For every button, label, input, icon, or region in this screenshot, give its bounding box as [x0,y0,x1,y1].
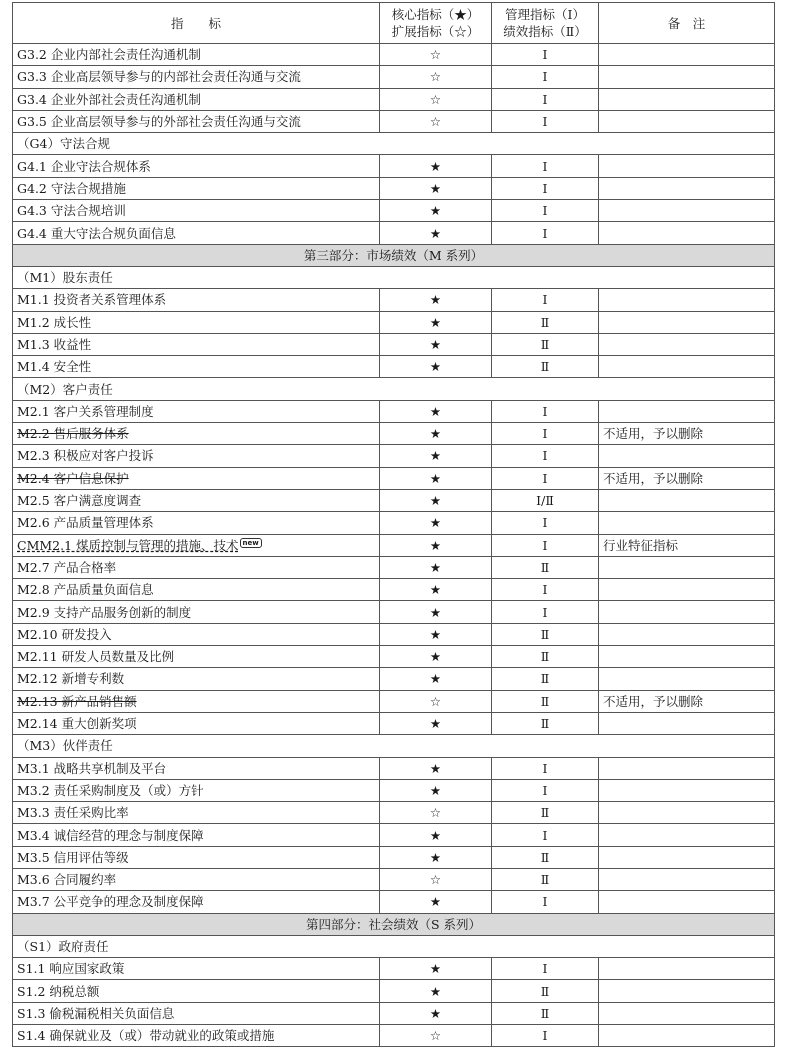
note-cell [599,891,775,913]
core-extended-cell: ★ [380,779,492,801]
core-extended-cell: ★ [380,958,492,980]
indicator-cell [13,579,380,601]
note-cell [599,200,775,222]
table-row [13,333,775,355]
table-row [13,88,775,110]
section-title: 第四部分：社会绩效（S 系列） [13,913,775,935]
header-indicator: 指 标 [13,3,380,44]
table-row [13,868,775,890]
core-extended-cell: ☆ [380,88,492,110]
core-extended-cell: ★ [380,400,492,422]
note-cell [599,779,775,801]
indicator-name: M2.2 售后服务体系 [17,426,129,442]
management-performance-cell: Ⅰ [492,177,599,199]
header-core-line: 核心指标（★） [391,7,480,22]
table-row [13,66,775,88]
indicator-name: M3.3 责任采购比率 [17,805,129,821]
indicator-cell [13,824,380,846]
table-row [13,958,775,980]
note-cell [599,646,775,668]
indicator-cell [13,512,380,534]
core-extended-cell: ★ [380,646,492,668]
indicator-cell [13,868,380,890]
table-row [13,400,775,422]
indicator-name: CMM2.1 煤质控制与管理的措施、技术 [17,537,239,553]
group-title: （G4）守法合规 [13,133,775,155]
indicator-name: M1.2 成长性 [17,314,92,330]
table-row [13,579,775,601]
note-cell [599,289,775,311]
indicator-cell [13,356,380,378]
management-performance-cell: Ⅰ [492,779,599,801]
core-extended-cell: ★ [380,512,492,534]
core-extended-cell: ☆ [380,802,492,824]
group-header-row [13,378,775,400]
core-extended-cell: ☆ [380,690,492,712]
table-row [13,110,775,132]
indicator-name: M3.1 战略共享机制及平台 [17,760,167,776]
note-cell [599,556,775,578]
indicator-name: M2.7 产品合格率 [17,559,117,575]
management-performance-cell: Ⅱ [492,690,599,712]
note-cell [599,177,775,199]
core-extended-cell: ★ [380,200,492,222]
note-cell: 不适用，予以删除 [599,423,775,445]
new-badge-icon: new [240,538,262,548]
core-extended-cell: ☆ [380,44,492,66]
management-performance-cell: Ⅱ [492,556,599,578]
note-cell [599,868,775,890]
table-row [13,512,775,534]
indicator-name: M3.4 诚信经营的理念与制度保障 [17,827,204,843]
indicator-table-page [12,2,771,1047]
core-extended-cell: ★ [380,177,492,199]
core-extended-cell: ★ [380,757,492,779]
core-extended-cell: ★ [380,489,492,511]
management-performance-cell: Ⅰ/Ⅱ [492,489,599,511]
note-cell: 不适用，予以删除 [599,467,775,489]
indicator-name: M2.12 新增专利数 [17,671,125,687]
indicator-name: M2.13 新产品销售额 [17,693,137,709]
group-title: （M1）股东责任 [13,266,775,288]
management-performance-cell: Ⅰ [492,222,599,244]
note-cell [599,445,775,467]
note-cell [599,802,775,824]
table-row [13,891,775,913]
table-row [13,623,775,645]
header-extended-line: 扩展指标（☆） [391,24,480,39]
table-row [13,846,775,868]
management-performance-cell: Ⅰ [492,958,599,980]
table-row [13,44,775,66]
indicator-cell [13,88,380,110]
core-extended-cell: ☆ [380,1025,492,1047]
indicator-name: M2.9 支持产品服务创新的制度 [17,604,192,620]
table-row [13,646,775,668]
core-extended-cell: ★ [380,467,492,489]
core-extended-cell: ★ [380,824,492,846]
note-cell [599,44,775,66]
note-cell [599,579,775,601]
group-title: （S1）政府责任 [13,935,775,957]
management-performance-cell: Ⅱ [492,356,599,378]
indicator-name: M2.10 研发投入 [17,626,112,642]
indicator-cell [13,467,380,489]
indicator-cell [13,1002,380,1024]
section-header-row [13,244,775,266]
management-performance-cell: Ⅰ [492,400,599,422]
indicator-name: S1.3 偷税漏税相关负面信息 [17,1005,175,1021]
note-cell [599,222,775,244]
indicator-name: G4.3 守法合规培训 [17,203,126,219]
core-extended-cell: ☆ [380,66,492,88]
core-extended-cell: ★ [380,356,492,378]
core-extended-cell: ★ [380,311,492,333]
management-performance-cell: Ⅱ [492,1002,599,1024]
core-extended-cell: ★ [380,579,492,601]
group-title: （M3）伙伴责任 [13,735,775,757]
table-row [13,311,775,333]
management-performance-cell: Ⅰ [492,110,599,132]
group-header-row [13,935,775,957]
table-row [13,668,775,690]
group-header-row [13,266,775,288]
core-extended-cell: ★ [380,891,492,913]
table-row [13,177,775,199]
management-performance-cell: Ⅰ [492,200,599,222]
note-cell [599,88,775,110]
table-row [13,423,775,445]
management-performance-cell: Ⅱ [492,333,599,355]
indicator-cell [13,222,380,244]
indicator-name: M2.8 产品质量负面信息 [17,582,154,598]
indicator-name: G3.4 企业外部社会责任沟通机制 [17,91,201,107]
indicator-name: M3.5 信用评估等级 [17,849,129,865]
table-row [13,980,775,1002]
core-extended-cell: ★ [380,1002,492,1024]
indicator-cell [13,445,380,467]
management-performance-cell: Ⅰ [492,757,599,779]
core-extended-cell: ★ [380,623,492,645]
core-extended-cell: ★ [380,289,492,311]
note-cell: 不适用，予以删除 [599,690,775,712]
note-cell [599,980,775,1002]
management-performance-cell: Ⅱ [492,668,599,690]
indicator-cell [13,66,380,88]
table-row [13,601,775,623]
core-extended-cell: ★ [380,333,492,355]
table-row [13,356,775,378]
section-header-row [13,913,775,935]
table-row [13,155,775,177]
core-extended-cell: ★ [380,445,492,467]
management-performance-cell: Ⅱ [492,712,599,734]
management-performance-cell: Ⅱ [492,623,599,645]
indicator-cell [13,400,380,422]
indicator-cell [13,110,380,132]
core-extended-cell: ★ [380,712,492,734]
table-row [13,489,775,511]
table-row [13,757,775,779]
management-performance-cell: Ⅰ [492,155,599,177]
indicator-name: G4.1 企业守法合规体系 [17,158,151,174]
note-cell [599,668,775,690]
indicator-name: M3.6 合同履约率 [17,872,117,888]
indicator-cell [13,712,380,734]
note-cell [599,601,775,623]
management-performance-cell: Ⅰ [492,891,599,913]
note-cell [599,846,775,868]
indicator-cell [13,757,380,779]
indicator-cell [13,623,380,645]
indicator-name: M2.1 客户关系管理制度 [17,403,154,419]
group-title: （M2）客户责任 [13,378,775,400]
table-row [13,779,775,801]
table-row [13,824,775,846]
management-performance-cell: Ⅰ [492,467,599,489]
management-performance-cell: Ⅱ [492,646,599,668]
table-row [13,534,775,556]
indicator-cell [13,155,380,177]
table-row [13,445,775,467]
management-performance-cell: Ⅱ [492,802,599,824]
indicator-cell [13,423,380,445]
management-performance-cell: Ⅱ [492,980,599,1002]
indicator-name: M2.11 研发人员数量及比例 [17,649,175,665]
indicator-name: M2.6 产品质量管理体系 [17,515,154,531]
indicator-name: M3.7 公平竞争的理念及制度保障 [17,894,204,910]
indicator-cell [13,1025,380,1047]
note-cell [599,824,775,846]
management-performance-cell: Ⅰ [492,579,599,601]
core-extended-cell: ★ [380,846,492,868]
header-performance-line: 绩效指标（Ⅱ） [503,24,587,39]
indicator-cell [13,601,380,623]
core-extended-cell: ★ [380,668,492,690]
indicator-cell [13,311,380,333]
management-performance-cell: Ⅰ [492,601,599,623]
indicator-name: M1.4 安全性 [17,359,92,375]
table-body [13,44,775,1047]
indicator-name: G3.3 企业高层领导参与的内部社会责任沟通与交流 [17,69,301,85]
indicator-cell [13,556,380,578]
indicator-cell [13,779,380,801]
table-row [13,802,775,824]
indicator-cell [13,668,380,690]
section-title: 第三部分：市场绩效（M 系列） [13,244,775,266]
group-header-row [13,735,775,757]
indicator-cell [13,534,380,556]
management-performance-cell: Ⅰ [492,423,599,445]
table-row [13,467,775,489]
indicator-name: M1.1 投资者关系管理体系 [17,292,167,308]
indicator-cell [13,489,380,511]
indicator-cell [13,690,380,712]
indicator-cell [13,846,380,868]
management-performance-cell: Ⅰ [492,289,599,311]
management-performance-cell: Ⅰ [492,445,599,467]
note-cell [599,512,775,534]
note-cell [599,623,775,645]
core-extended-cell: ☆ [380,110,492,132]
indicator-cell [13,958,380,980]
core-extended-cell: ★ [380,534,492,556]
indicator-cell [13,44,380,66]
indicator-name: S1.4 确保就业及（或）带动就业的政策或措施 [17,1028,275,1044]
table-row [13,712,775,734]
note-cell [599,66,775,88]
management-performance-cell: Ⅰ [492,66,599,88]
indicator-name: M1.3 收益性 [17,337,92,352]
table-row [13,556,775,578]
table-row [13,1002,775,1024]
note-cell [599,333,775,355]
table-row [13,200,775,222]
note-cell [599,155,775,177]
indicator-name: M2.14 重大创新奖项 [17,716,137,732]
management-performance-cell: Ⅰ [492,1025,599,1047]
indicator-cell [13,891,380,913]
indicator-name: M2.5 客户满意度调查 [17,493,142,509]
header-note: 备 注 [599,3,775,44]
note-cell [599,757,775,779]
indicator-name: S1.2 纳税总额 [17,983,100,999]
table-header-row [13,3,775,44]
table-row [13,1025,775,1047]
table-row [13,222,775,244]
indicator-cell [13,980,380,1002]
note-cell [599,110,775,132]
note-cell [599,1002,775,1024]
indicator-cell [13,646,380,668]
header-management-line: 管理指标（Ⅰ） [505,7,585,22]
indicator-cell [13,177,380,199]
table-row [13,690,775,712]
header-management-performance [492,3,599,44]
indicator-name: M3.2 责任采购制度及（或）方针 [17,782,204,798]
indicator-name: G3.5 企业高层领导参与的外部社会责任沟通与交流 [17,114,301,130]
indicator-table [12,2,775,1047]
indicator-name: S1.1 响应国家政策 [17,961,125,977]
indicator-name: G4.4 重大守法合规负面信息 [17,225,176,241]
table-row [13,289,775,311]
core-extended-cell: ★ [380,155,492,177]
indicator-name: M2.3 积极应对客户投诉 [17,448,154,464]
note-cell [599,958,775,980]
note-cell [599,311,775,333]
core-extended-cell: ★ [380,222,492,244]
management-performance-cell: Ⅱ [492,311,599,333]
note-cell [599,400,775,422]
core-extended-cell: ☆ [380,868,492,890]
management-performance-cell: Ⅰ [492,534,599,556]
indicator-name: M2.4 客户信息保护 [17,470,129,486]
indicator-cell [13,200,380,222]
indicator-cell [13,333,380,355]
management-performance-cell: Ⅰ [492,512,599,534]
note-cell [599,356,775,378]
note-cell [599,489,775,511]
indicator-name: G3.2 企业内部社会责任沟通机制 [17,47,201,63]
note-cell: 行业特征指标 [599,534,775,556]
note-cell [599,712,775,734]
core-extended-cell: ★ [380,980,492,1002]
group-header-row [13,133,775,155]
indicator-cell [13,802,380,824]
header-core-extended [380,3,492,44]
indicator-cell [13,289,380,311]
management-performance-cell: Ⅰ [492,44,599,66]
management-performance-cell: Ⅰ [492,88,599,110]
indicator-name: G4.2 守法合规措施 [17,180,126,196]
core-extended-cell: ★ [380,556,492,578]
core-extended-cell: ★ [380,423,492,445]
management-performance-cell: Ⅱ [492,868,599,890]
note-cell [599,1025,775,1047]
management-performance-cell: Ⅰ [492,824,599,846]
core-extended-cell: ★ [380,601,492,623]
management-performance-cell: Ⅱ [492,846,599,868]
